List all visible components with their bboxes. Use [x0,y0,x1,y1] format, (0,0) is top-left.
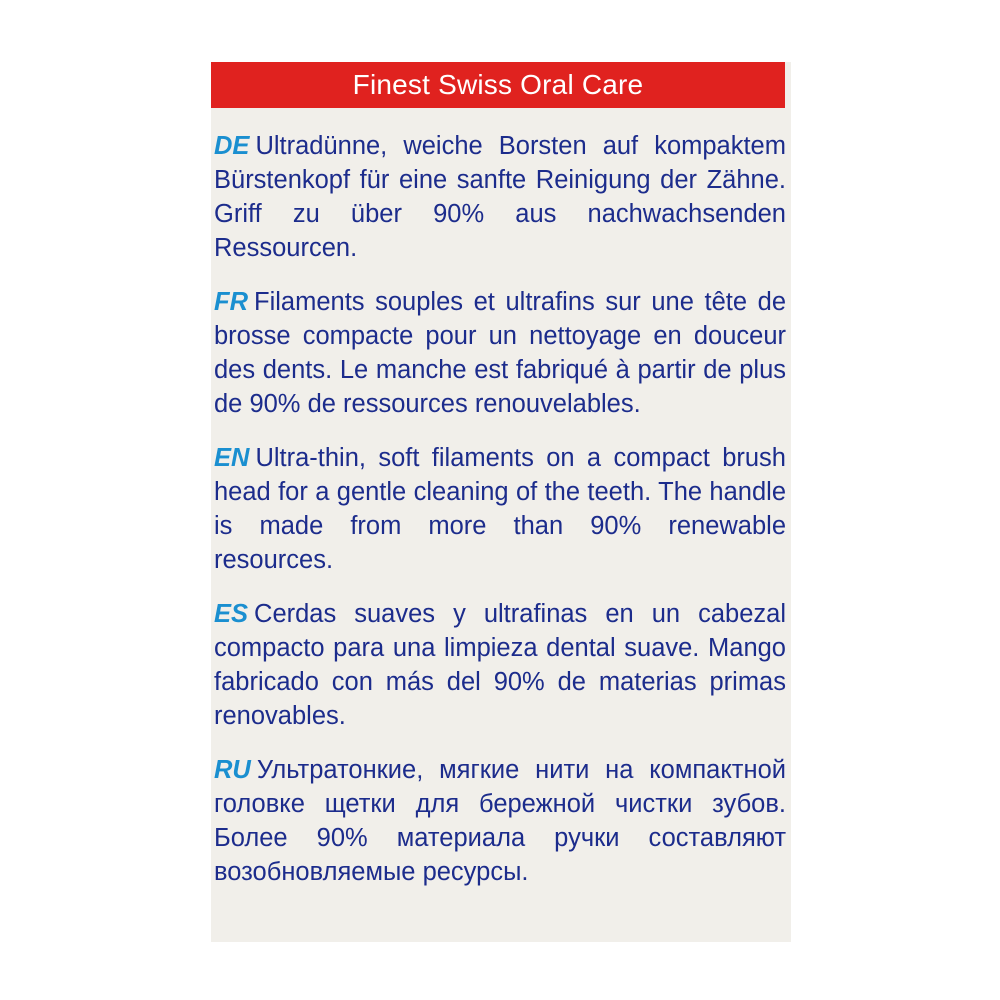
lang-code-es: ES [214,600,249,628]
section-text-en: Ultra-thin, soft filaments on a compact brush head for a gentle cleaning of the teeth. The handle is made from more than 90% renewable resources. [214,444,786,574]
section-text-fr: Filaments souples et ultrafins sur une tête de brosse compacte pour un nettoyage en douceur des dents. Le manche est fabriqué à partir de plus de 90% de ressources renouvelables. [214,288,786,418]
section-ru [214,753,786,889]
header-title: Finest Swiss Oral Care [352,69,644,100]
section-en [214,441,786,577]
product-info-card [211,62,791,942]
description-list [214,129,786,909]
section-text-de: Ultradünne, weiche Borsten auf kompaktem Bürstenkopf für eine sanfte Reinigung der Zähne. Griff zu über 90% aus nachwachsenden Ressourcen. [214,132,786,262]
lang-code-de: DE [214,132,250,160]
section-es [214,597,786,733]
lang-code-ru: RU [214,756,251,784]
lang-code-fr: FR [214,288,248,316]
section-text-ru: Ультратонкие, мягкие нити на компактной головке щетки для бережной чистки зубов. Более 90% материала ручки составляют возобновляемые ресурсы. [214,756,786,886]
section-fr [214,285,786,421]
section-text-es: Cerdas suaves y ultrafinas en un cabezal compacto para una limpieza dental suave. Mango fabricado con más del 90% de materias primas renovables. [214,600,786,730]
section-de [214,129,786,265]
lang-code-en: EN [214,444,250,472]
header-banner [211,62,785,108]
